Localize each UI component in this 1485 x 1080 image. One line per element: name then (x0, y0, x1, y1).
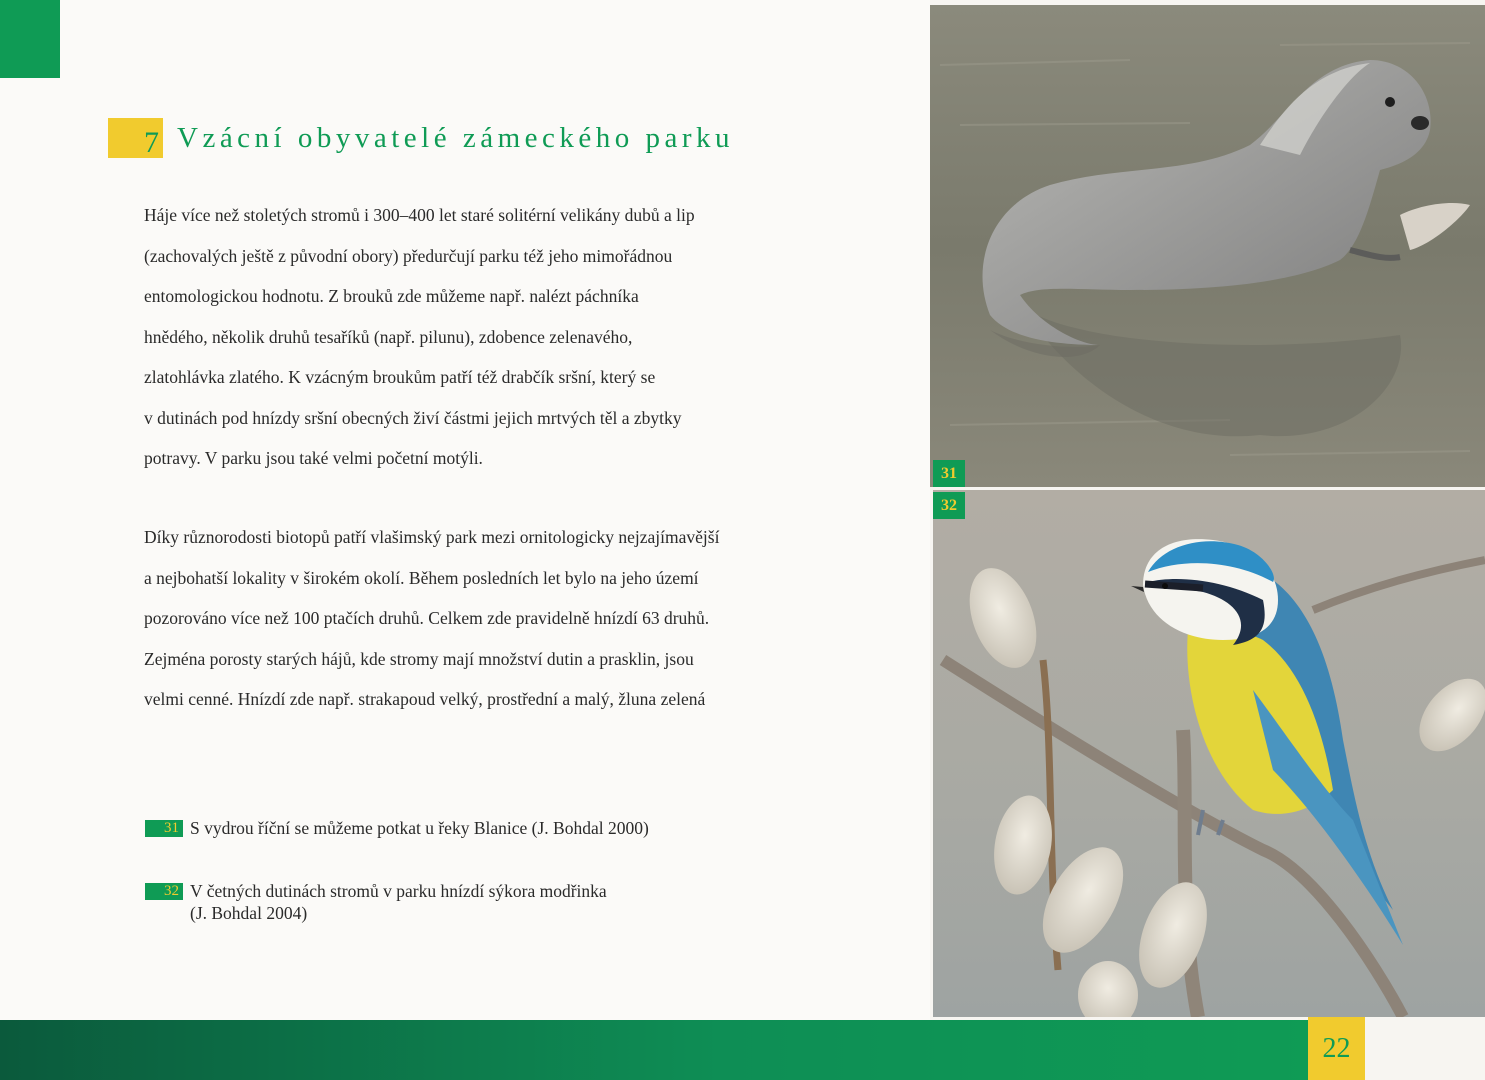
paragraph-birds (144, 517, 844, 720)
blue-tit-photo (933, 490, 1485, 1017)
text-line: entomologickou hodnotu. Z brouků zde můžeme např. nalézt páchníka (144, 286, 639, 306)
text-line: a nejbohatší lokality v širokém okolí. Během posledních let bylo na jeho území (144, 567, 699, 588)
text-line: hnědého, několik druhů tesaříků (např. pilunu), zdobence zelenavého, (144, 326, 633, 347)
caption-number: 31 (145, 820, 183, 837)
text-line: Díky různorodosti biotopů patří vlašimský park mezi ornitologicky nejzajímavější (144, 527, 720, 547)
caption-text: (J. Bohdal 2004) (190, 903, 308, 923)
photo-number-32: 32 (933, 492, 965, 519)
page-number: 22 (1308, 1017, 1365, 1080)
text-line: pozorováno více než 100 ptačích druhů. Celkem zde pravidelně hnízdí 63 druhů. (144, 608, 710, 628)
chapter-heading (108, 118, 734, 158)
paragraph-insects (144, 195, 844, 479)
chapter-number-box (108, 118, 163, 158)
otter-illustration (930, 5, 1485, 487)
text-line: v dutinách pod hnízdy sršní obecných živí částmi jejich mrtvých těl a zbytky (144, 407, 682, 428)
footer-bar (0, 1020, 1310, 1080)
text-line: (zachovalých ještě z původní obory) předurčují parku též jeho mimořádnou (144, 245, 673, 266)
caption-32 (145, 880, 607, 924)
caption-number: 32 (145, 883, 183, 900)
corner-accent (0, 0, 60, 78)
text-line: Háje více než stoletých stromů i 300–400 let staré solitérní velikány dubů a lip (144, 205, 695, 225)
otter-photo (930, 5, 1485, 487)
text-line: potravy. V parku jsou také velmi početní motýli. (144, 448, 483, 468)
chapter-title: Vzácní obyvatelé zámeckého parku (177, 121, 735, 154)
photo-number-31: 31 (933, 460, 965, 487)
caption-text: V četných dutinách stromů v parku hnízdí sýkora modřinka (190, 881, 607, 901)
caption-text: S vydrou říční se můžeme potkat u řeky Blanice (J. Bohdal 2000) (190, 818, 649, 838)
text-line: velmi cenné. Hnízdí zde např. strakapoud velký, prostřední a malý, žluna zelená (144, 689, 706, 709)
text-line: zlatohlávka zlatého. K vzácným broukům patří též drabčík sršní, který se (144, 367, 656, 387)
chapter-number: 7 (144, 126, 159, 159)
footer-end (1365, 1017, 1485, 1080)
text-line: Zejména porosty starých hájů, kde stromy mají množství dutin a prasklin, jsou (144, 648, 694, 669)
blue-tit-illustration (933, 490, 1485, 1017)
caption-31 (145, 817, 649, 839)
